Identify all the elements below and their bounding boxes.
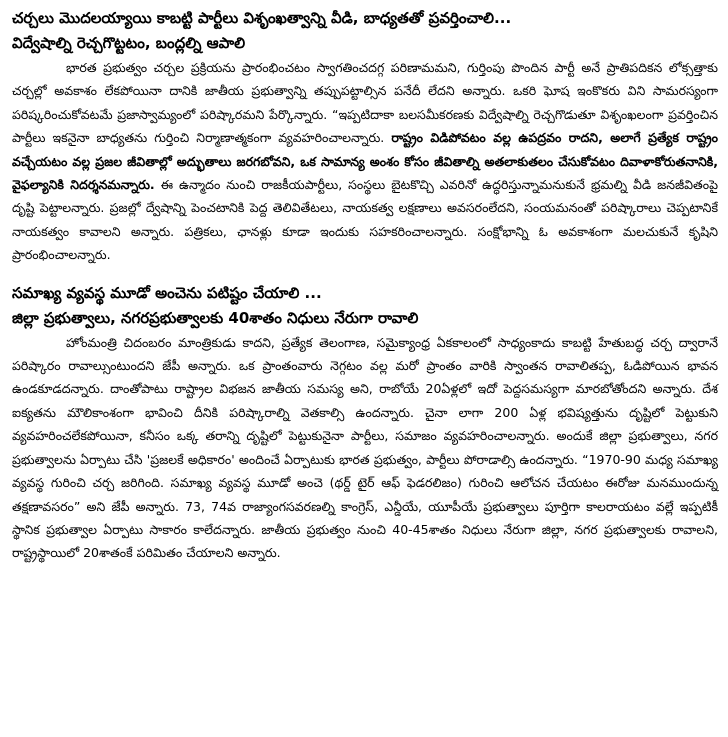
section2-heading-line2: జిల్లా ప్రభుత్వాలు, నగరప్రభుత్వాలకు 40శాతం నిధులు నేరుగా రావాలి [12, 308, 419, 327]
section1-paragraph [12, 56, 718, 267]
section1-heading-line1: చర్చలు మొదలయ్యాయి కాబట్టి పార్టీలు విశృంఖత్వాన్ని వీడి, బాధ్యతతో ప్రవర్తించాలి... [12, 9, 512, 27]
section1-heading-line2: విద్వేషాల్ని రెచ్చగొట్టటం, బంద్లల్ని ఆపాలి [12, 34, 246, 52]
section-divider [12, 267, 718, 281]
section2-paragraph: హోంమంత్రి చిదంబరం మాంత్రికుడు కాదని, ప్రత్యేక తెలంగాణ, సమైక్యాంధ్ర ఏకకాలంలో సాధ్యంకాదు కాబట్టి హేతుబద్ధ చర్చ ద్వారానే పరిష్కారం రావాల్సుంటుందని జేపీ అన్నారు. ఒక ప్రాంతంవారు నెగ్గటం వల్ల మరో ప్రాంతం వారికి స్వాంతన రావాలితప్ప, ఓడిపోయిన భావన ఉండకూడదన్నారు. దాంతోపాటు రాష్ట్రాల విభజన జాతీయ సమస్య అని, రాబోయే 20ఏళ్లలో ఇదో పెద్దసమస్యగా మారబోతోందని అన్నారు. దేశ ఐక్యతను మౌలికాంశంగా భావించి దీనికి పరిష్కారాల్ని వెతకాల్సి ఉందన్నారు. చైనా లాగా 200 ఏళ్ల భవిష్యత్తును దృష్టిలో పెట్టుకుని వ్యవహరించలేకపోయినా, కనీసం ఒక్క తరాన్ని దృష్టిలో పెట్టుకునైనా పార్టీలు, సమాజం వ్యవహరించాలన్నారు. అందుకే జిల్లా ప్రభుత్వాలు, నగర ప్రభుత్వాలను ఏర్పాటు చేసి 'ప్రజలకే అధికారం' అందించే ఏర్పాటుకు భారత ప్రభుత్వం, పార్టీలు పోరాడాల్సి ఉందన్నారు. “1970-90 మధ్య సమాఖ్య వ్యవస్థ గురించి చర్చ జరిగింది. సమాఖ్య వ్యవస్థ మూడో అంచె (థర్డ్ టైర్ ఆఫ్ ఫెడరలిజం) గురించి ఆలోచన చేయటం ఈరోజు మనముందున్న తక్షణావసరం” అని జేపీ అన్నారు. 73, 74వ రాజ్యాంగసవరణల్ని కాంగ్రెస్, ఎన్డీయే, యూపీయే ప్రభుత్వాలు పూర్తిగా కాలరాయటం వల్లే ఇప్పటికీ స్థానిక ప్రభుత్వాల ఏర్పాటు సాకారం కాలేదన్నారు. జాతీయ ప్రభుత్వం నుంచి 40-45శాతం నిధులు నేరుగా జిల్లా, నగర ప్రభుత్వాలకు రావాలని, రాష్ట్రస్థాయిలో 20శాతంకే పరిమితం చేయాలని అన్నారు. [12, 334, 718, 561]
section1-text-b: ఈ ఉన్మాదం నుంచి రాజకీయపార్టీలు, సంస్థలు బైటకొచ్చి ఎవరినో ఉద్ధరిస్తున్నామనుకునే భ్రమల్ని వీడి జనజీవితంపై దృష్టి పెట్టాలన్నారు. ప్రజల్లో ద్వేషాన్ని పెంచటానికి పెద్ద తెలివితేటలు, నాయకత్వ లక్షణాలు అవసరంలేదని, సంయమనంతో పరిష్కారాలు చెప్పటానికే నాయకత్వం కావాలని అన్నారు. పత్రికలు, ఛానళ్లు కూడా ఇందుకు సహకరించాలన్నారు. సంక్షోభాన్ని ఓ అవకాశంగా మలచుకునే కృషిని ప్రారంభించాలన్నారు. [12, 177, 718, 263]
section1-text-a: భారత ప్రభుత్వం చర్చల ప్రక్రియను ప్రారంభించటం స్వాగతించదగ్గ పరిణామమని, గుర్తింపు పొందిన పార్టీ అనే ప్రాతిపదికన లోక్సత్తాకు చర్చల్లో అవకాశం లేకపోయినా దానికి జాతీయ ప్రభుత్వాన్ని తప్పుపట్టాల్సిన పనేదీ లేదని అన్నారు. ఒకరి ఘోష ఇంకొకరు విని సామరస్యంగా పరిష్కరించుకోవటమే ప్రజాస్వామ్యంలో పరిష్కారమని పేర్కొన్నారు. “ఇప్పటిదాకా బలసమీకరణకు విద్వేషాల్ని రెచ్చగొడుతూ విశృంఖలంగా ప్రవర్తించిన పార్టీలు ఇకనైనా బాధ్యతను గుర్తించి నిర్మాణాత్మకంగా వ్యవహరించాలన్నారు. [12, 60, 719, 146]
section1-bold-text: రాష్ట్రం విడిపోవటం వల్ల ఉపద్రవం రాదని, అలాగే ప్రత్యేక రాష్ట్రం వచ్చేయటం వల్ల ప్రజల జీవితాల్లో అద్భుతాలు జరగబోవని, ఒక సామాన్య అంశం కోసం జీవితాల్ని అతలాకుతలం చేసుకోవటం దివాళాకోరుతనానికి, వైఫల్యానికి నిదర్శనమన్నారు. [12, 130, 718, 193]
section2-heading-line1: సమాఖ్య వ్యవస్థ మూడో అంచెను పటిష్టం చేయాలి ... [12, 283, 322, 302]
